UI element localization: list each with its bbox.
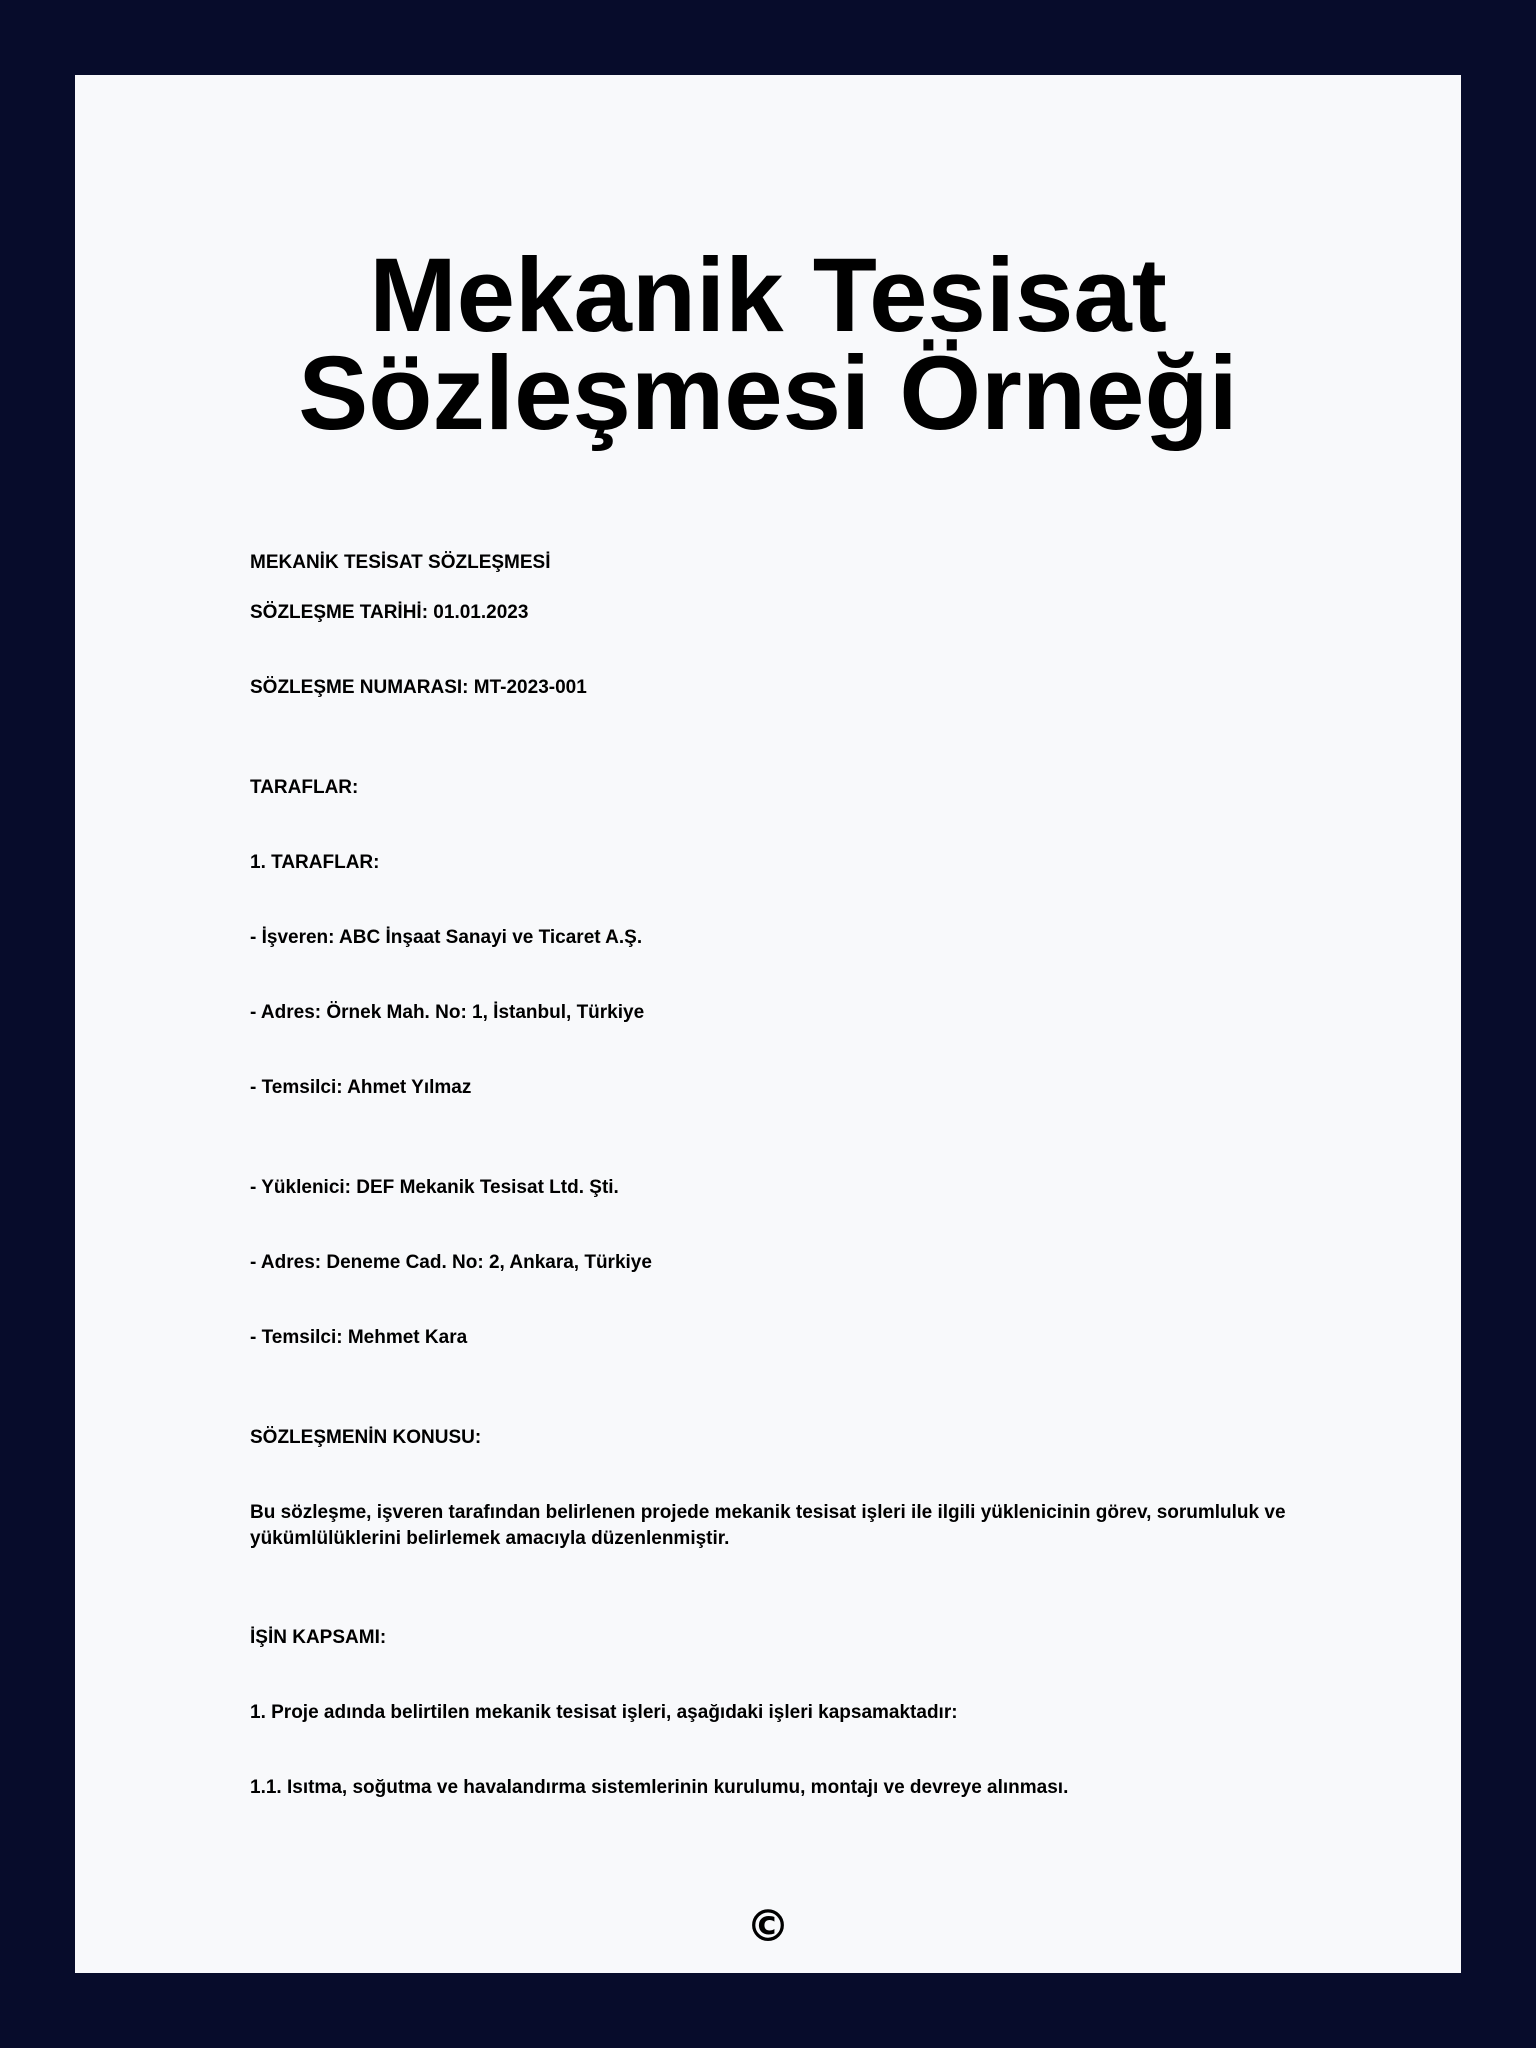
document-page xyxy=(75,75,1461,1973)
copyright-icon: © xyxy=(746,1901,790,1952)
employer-representative: - Temsilci: Ahmet Yılmaz xyxy=(250,1077,472,1098)
employer-name: - İşveren: ABC İnşaat Sanayi ve Ticaret A.Ş. xyxy=(250,927,643,948)
scope-item-1-1: 1.1. Isıtma, soğutma ve havalandırma sistemlerinin kurulumu, montajı ve devreye alınması. xyxy=(250,1777,1069,1798)
parties-heading: TARAFLAR: xyxy=(250,777,359,798)
contractor-representative: - Temsilci: Mehmet Kara xyxy=(250,1327,468,1348)
scope-item-1: 1. Proje adında belirtilen mekanik tesisat işleri, aşağıdaki işleri kapsamaktadır: xyxy=(250,1702,958,1723)
document-title: Mekanik Tesisat Sözleşmesi Örneği xyxy=(298,237,1238,452)
contract-number: SÖZLEŞME NUMARASI: MT-2023-001 xyxy=(250,677,587,698)
parties-subheading: 1. TARAFLAR: xyxy=(250,852,380,873)
contract-heading: MEKANİK TESİSAT SÖZLEŞMESİ xyxy=(250,552,551,573)
scope-heading: İŞİN KAPSAMI: xyxy=(250,1627,387,1648)
contractor-name: - Yüklenici: DEF Mekanik Tesisat Ltd. Şti. xyxy=(250,1177,619,1198)
contractor-address: - Adres: Deneme Cad. No: 2, Ankara, Türkiye xyxy=(250,1252,652,1273)
employer-address: - Adres: Örnek Mah. No: 1, İstanbul, Türkiye xyxy=(250,1002,645,1023)
subject-heading: SÖZLEŞMENİN KONUSU: xyxy=(250,1427,482,1448)
subject-paragraph: Bu sözleşme, işveren tarafından belirlenen projede mekanik tesisat işleri ile ilgili yüklenicinin görev, sorumluluk ve yükümlülüklerini belirlemek amacıyla düzenlenmiştir. xyxy=(250,1502,1286,1549)
contract-date: SÖZLEŞME TARİHİ: 01.01.2023 xyxy=(250,602,529,623)
